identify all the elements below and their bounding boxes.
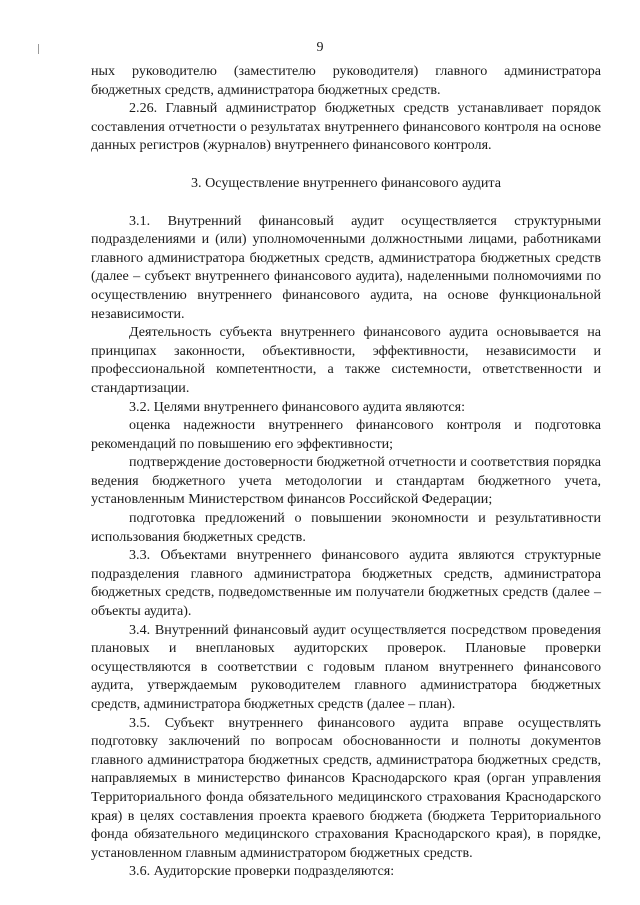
paragraph-3-4: 3.4. Внутренний финансовый аудит осуществляется посредством проведения плановых и внеплановых аудиторских проверок. Плановые проверки осуществляются в соответствии с годовым планом внутреннего финансового аудита, утверждаемым руководителем главного администратора бюджетных средств, администратора бюджетных средств (далее – план). xyxy=(91,621,601,712)
paragraph-principles: Деятельность субъекта внутреннего финансового аудита основывается на принципах законности, объективности, эффективности, независимости и профессиональной компетентности, а также системности, ответственности и стандартизации. xyxy=(91,324,601,396)
paragraph-2-26: 2.26. Главный администратор бюджетных средств устанавливает порядок составления отчетности о результатах внутреннего финансового контроля на основе данных регистров (журналов) внутреннего финансового контроля. xyxy=(91,100,601,154)
document-body xyxy=(91,62,601,881)
page-number: 9 xyxy=(316,40,324,55)
paragraph-goal-1: оценка надежности внутреннего финансового контроля и подготовка рекомендаций по повышению его эффективности; xyxy=(91,417,601,452)
paragraph-3-3: 3.3. Объектами внутреннего финансового аудита являются структурные подразделения главного администратора бюджетных средств, администратора бюджетных средств, подведомственные им получатели бюджетных средств (далее – объекты аудита). xyxy=(91,547,601,620)
paragraph-goal-2: подтверждение достоверности бюджетной отчетности и соответствия порядка ведения бюджетного учета методологии и стандартам бюджетного учета, установленным Министерством финансов Российской Федерации; xyxy=(91,454,601,508)
paragraph-continuation: ных руководителю (заместителю руководителя) главного администратора бюджетных средств, администратора бюджетных средств. xyxy=(91,63,601,98)
paragraph-3-6: 3.6. Аудиторские проверки подразделяются: xyxy=(129,863,395,880)
section-heading: 3. Осуществление внутреннего финансового аудита xyxy=(190,174,502,191)
paragraph-3-2: 3.2. Целями внутреннего финансового аудита являются: xyxy=(129,398,466,415)
paragraph-3-5: 3.5. Субъект внутреннего финансового аудита вправе осуществлять подготовку заключений по вопросам обоснованности и полноты документов главного администратора бюджетных средств, администратора бюджетных средств, направляемых в министерство финансов Краснодарского края (орган управления Территориального фонда обязательного медицинского страхования Краснодарского края) в целях составления проекта краевого бюджета (бюджета Территориального фонда обязательного медицинского страхования Краснодарского края), в порядке, установленном главным администратором бюджетных средств. xyxy=(91,714,601,861)
paragraph-3-1: 3.1. Внутренний финансовый аудит осуществляется структурными подразделениями и (или) уполномоченными должностными лицами, работниками главного администратора бюджетных средств, администратора бюджетных средств (далее – субъект внутреннего финансового аудита), наделенными полномочиями по осуществлению внутреннего финансового аудита, на основе функциональной независимости. xyxy=(91,212,601,322)
paragraph-goal-3: подготовка предложений о повышении экономности и результативности использования бюджетных средств. xyxy=(91,510,601,545)
